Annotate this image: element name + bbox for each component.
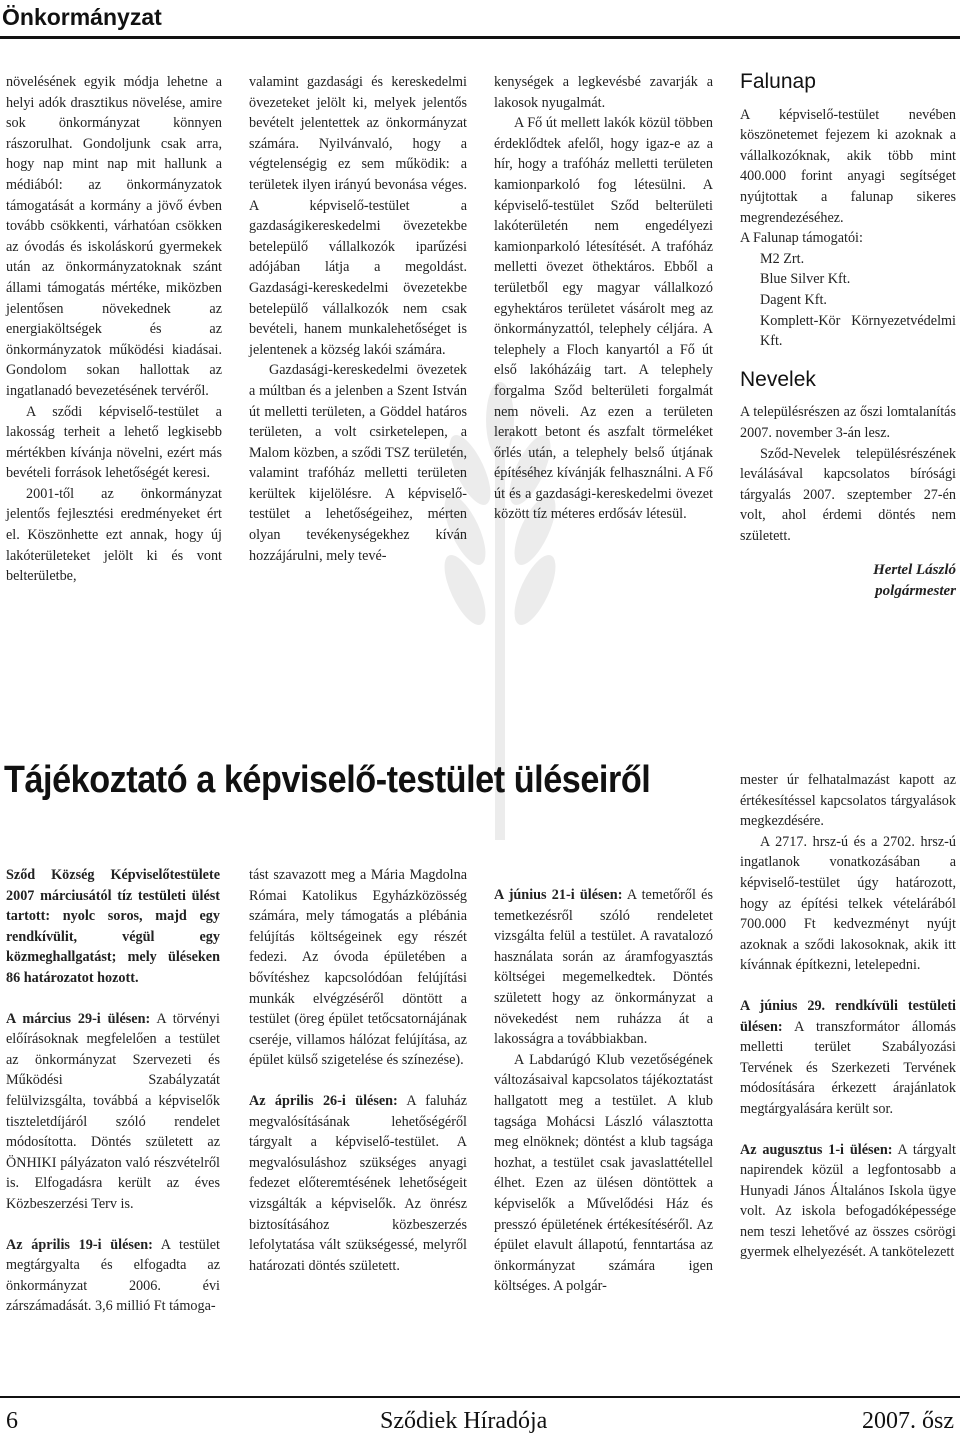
top-article-col3: [494, 72, 713, 525]
paragraph: Gazdasági-kereskedelmi övezetek a múltban és a jelenben a Szent István út melletti területen, a Göddel határos területen, a volt csirketelepen, a Malom közben, a sződi TSZ területén, valamint trafóház melletti területen kerültek kijelölésre. A képviselő-testület a lehetőségeihez, mérten olyan tevékenységekhez kíván hozzájárulni, mely tevé-: [249, 362, 467, 564]
paragraph: valamint gazdasági és kereskedelmi övezeteket jelölt ki, melyek jelentős bevételt jelentettek az önkormányzat számára. Nyilvánvaló, hogy a végtelenségig ez sem működik: a területek ilyen irányú bevonása véges. A képviselő-testület a gazdaságikereskedelmi övezetekbe betelepülő vállalkozók iparűzési adójában látja a megoldást. Gazdasági-kereskedelmi övezetekbe betelepülő vállalkozók nem csak bevételi, hanem munkalehetőséget is jelentenek a község lakói számára.: [249, 74, 467, 358]
paragraph: kenységek a legkevésbé zavarják a lakosok nyugalmát.: [494, 74, 713, 111]
article-headline: Tájékoztató a képviselő-testület üléseiről: [4, 759, 651, 801]
paragraph: növelésének egyik módja lehetne a helyi adók drasztikus növelése, amire sok önkormányzat könnyen rászorulhat. Gondoljunk csak arra, hogy nap mint nap mit hallunk a médiából: az önkormányzatok támogatását a kormány a jövő évben tovább csökkenti, várhatóan csökken az óvodás és iskoláskorú gyermekek után az önkormányzatoknak szánt állami támogatás mértéke, miközben jelentősen növekednek az energiaköltségek és az önkormányzatok működési kiadásai. Gondolom sokan hallottak az ingatlanadó bevezetésének tervéről.: [6, 74, 222, 399]
meeting-text: A temetőről és temetkezésről szóló rendeletet vizsgálta felül a testület. A ravatalozó használata során az áramfogyasztás költségei megemelkedtek. Döntés született hogy az önkormányzat a növekedést nem ruházza át a lakosságra a továbbiakban.: [494, 887, 713, 1048]
sponsor-item: Blue Silver Kft.: [760, 271, 851, 288]
falunap-heading: Falunap: [740, 70, 816, 93]
bottom-article-col1: [6, 865, 220, 1317]
meeting-label: Az április 19-i ülésen:: [6, 1236, 153, 1253]
sidebar-column: [740, 72, 956, 602]
paragraph: A 2717. hrsz-ú és a 2702. hrsz-ú ingatlanok vonatkozásában a képviselő-testület úgy határozott, hogy az építési telkek vételárából 700.000 Ft kedvezményt nyújt azoknak a sződi lakosoknak, akik itt kívánnak építkezni, letelepedni.: [740, 833, 956, 974]
signature-title: polgármester: [875, 583, 956, 600]
paragraph: A Fő út mellett lakók közül többen érdeklődtek afelől, hogy igaz-e az a hír, hogy a trafóház melletti területen kamionparkoló fog létesülni. A képviselő-testület Sződ belterületi lakóterületén nem engedélyezi kamionparkoló létesítését. A trafóház melletti övezet öthektáros. Ebből a területből egy magyar vállalkozó egyhektáros területet vásárolt meg az önkormányzattól, telephely céljára. A telephely a Floch kanyartól a Fő út első lakóházáig tart. A telephely forgalma Sződ belterületi forgalmát nem növeli. Az ezen a területen lerakott betont és aszfalt törmeléket őrlés után, a telephely belső útjának építéséhez kívánják felhasználni. A Fő út és a gazdasági-kereskedelmi övezet között tíz méteres erdősáv létesül.: [494, 115, 713, 523]
paragraph: [6, 1235, 220, 1317]
meeting-label: Az augusztus 1-i ülésen:: [740, 1141, 893, 1158]
nevelek-heading: Nevelek: [740, 367, 816, 391]
paragraph: [740, 996, 956, 1120]
paragraph: mester úr felhatalmazást kapott az értékesítéssel kapcsolatos tárgyalások megkezdésére.: [740, 772, 956, 830]
nevelek-box: [740, 367, 956, 547]
paragraph: 2001-től az önkormányzat jelentős fejlesztési eredményeket ért el. Köszönhette ezt annak, hogy új lakóterületeket jelölt ki és vont belterületbe,: [6, 485, 222, 585]
sponsor-item: M2 Zrt.: [760, 250, 805, 267]
page-number: 6: [6, 1408, 18, 1434]
sponsor-item: Komplett-Kör Környezetvédelmi Kft.: [760, 312, 956, 350]
paragraph: A településrészen az őszi lomtalanítás 2007. november 3-án lesz.: [740, 404, 956, 441]
sponsor-item: Dagent Kft.: [760, 291, 827, 308]
paragraph: A sződi képviselő-testület a lakosság terheit a lehető legkisebb mértékben kívánja növelni, ezért más bevételi források lehetőségét keresi.: [6, 403, 222, 482]
paragraph: tást szavazott meg a Mária Magdolna Római Katolikus Egyházközösség számára, mely támogatás a plébánia felújítás költségeinek egy részét fedezi. Az óvoda épületében a bővítéshez kapcsolódóan felújítási munkák elvégzéséről döntött a testület (öreg épület tetőcsatornájának cseréje, villamos hálózat felújítása, az épület külső szigetelése és színezése).: [249, 867, 467, 1069]
paragraph: [6, 1009, 220, 1215]
paragraph: A képviselő-testület nevében köszönetemet fejezem ki azoknak a vállalkozóknak, akik több mint 400.000 forint anyagi segítséget nyújtottak a falunap sikeres megrendezéséhez.: [740, 106, 956, 226]
header-rule: [0, 36, 960, 39]
meeting-label: A június 29. rendkívüli testületi ülésen:: [740, 997, 956, 1035]
meeting-text: A testület megtárgyalta és elfogadta az önkormányzat 2006. évi zárszámadását. 3,6 millió Ft támoga-: [6, 1236, 220, 1315]
bottom-article-col4: [740, 770, 956, 1263]
falunap-box: [740, 72, 956, 352]
issue-date: 2007. ősz: [862, 1408, 954, 1434]
meeting-text: A transzformátor állomás melletti terület Szabályozási Tervének és Szerkezeti Tervének módosítására érkezett árajánlatok megtárgyalására került sor.: [740, 1018, 956, 1117]
meeting-label: Az április 26-i ülésen:: [249, 1092, 398, 1109]
paragraph: A Labdarúgó Klub vezetőségének változásaival kapcsolatos tájékoztatást hallgatott meg a testület. A klub tagsága Mohácsi László választotta meg elnöknek; döntést a klub tagsága hozhat, a testület csak javaslattétellel élhet. Ezen az ülésen döntöttek a képviselők a Művelődési Ház és presszó épületének értékesítéséről. Az épület elavult állapotú, fenntartása az önkormányzat számára igen költséges. A polgár-: [494, 1051, 713, 1295]
bottom-article-col2: [249, 865, 467, 1276]
paragraph: [249, 1091, 467, 1276]
meeting-label: A június 21-i ülésen:: [494, 887, 623, 903]
section-title: Önkormányzat: [2, 4, 162, 30]
bottom-article-col3: [494, 885, 713, 1297]
publication-name: Sződiek Híradója: [380, 1408, 548, 1434]
meeting-text: A tárgyalt napirendek közül a legfontosabb a Hunyadi János Általános Iskola ügye volt. Az iskola befogadóképessége nem teszi lehetővé az összes csörögi gyermek elhelyezését. A tankötelezett: [740, 1141, 956, 1261]
top-article-col1: [6, 72, 222, 587]
meeting-text: A törvényi előírásoknak megfelelően a testület az önkormányzat Szervezeti és Működési Szabályzatát felülvizsgálta, továbbá a képviselők tiszteletdíjáról szóló rendelet módosította. Döntés született az ÖNHIKI pályázaton való részvételről is. Elfogadásra került az éves Közbeszerzési Terv is.: [6, 1010, 220, 1212]
meeting-text: A faluház megvalósításának lehetőségéről tárgyalt a képviselő-testület. A megvalósuláshoz szükséges anyagi fedezet előteremtésének lehetőségeit vizsgálták a képviselők. Az önrész biztosításához közbeszerzés lefolytatása vált szükségessé, melyről határozati döntés született.: [249, 1092, 467, 1274]
paragraph: [494, 885, 713, 1050]
top-article-col2: [249, 72, 467, 566]
sponsors-title: A Falunap támogatói:: [740, 230, 863, 247]
article-lead: Sződ Község Képviselőtestülete 2007 márciusától tíz testületi ülést tartott: nyolc soros, majd egy rendkívülit, végül egy közmeghallgatást; mely üléseken 86 határozatot hozott.: [6, 867, 220, 986]
paragraph: Sződ-Nevelek településrészének leválásával kapcsolatos bírósági tárgyalás 2007. szeptember 27-én volt, ahol érdemi döntés nem született.: [740, 445, 956, 544]
signature: [740, 560, 956, 602]
meeting-label: A március 29-i ülésen:: [6, 1010, 151, 1027]
paragraph: [740, 1140, 956, 1264]
footer-rule: [0, 1396, 960, 1398]
signature-name: Hertel László: [873, 562, 956, 579]
